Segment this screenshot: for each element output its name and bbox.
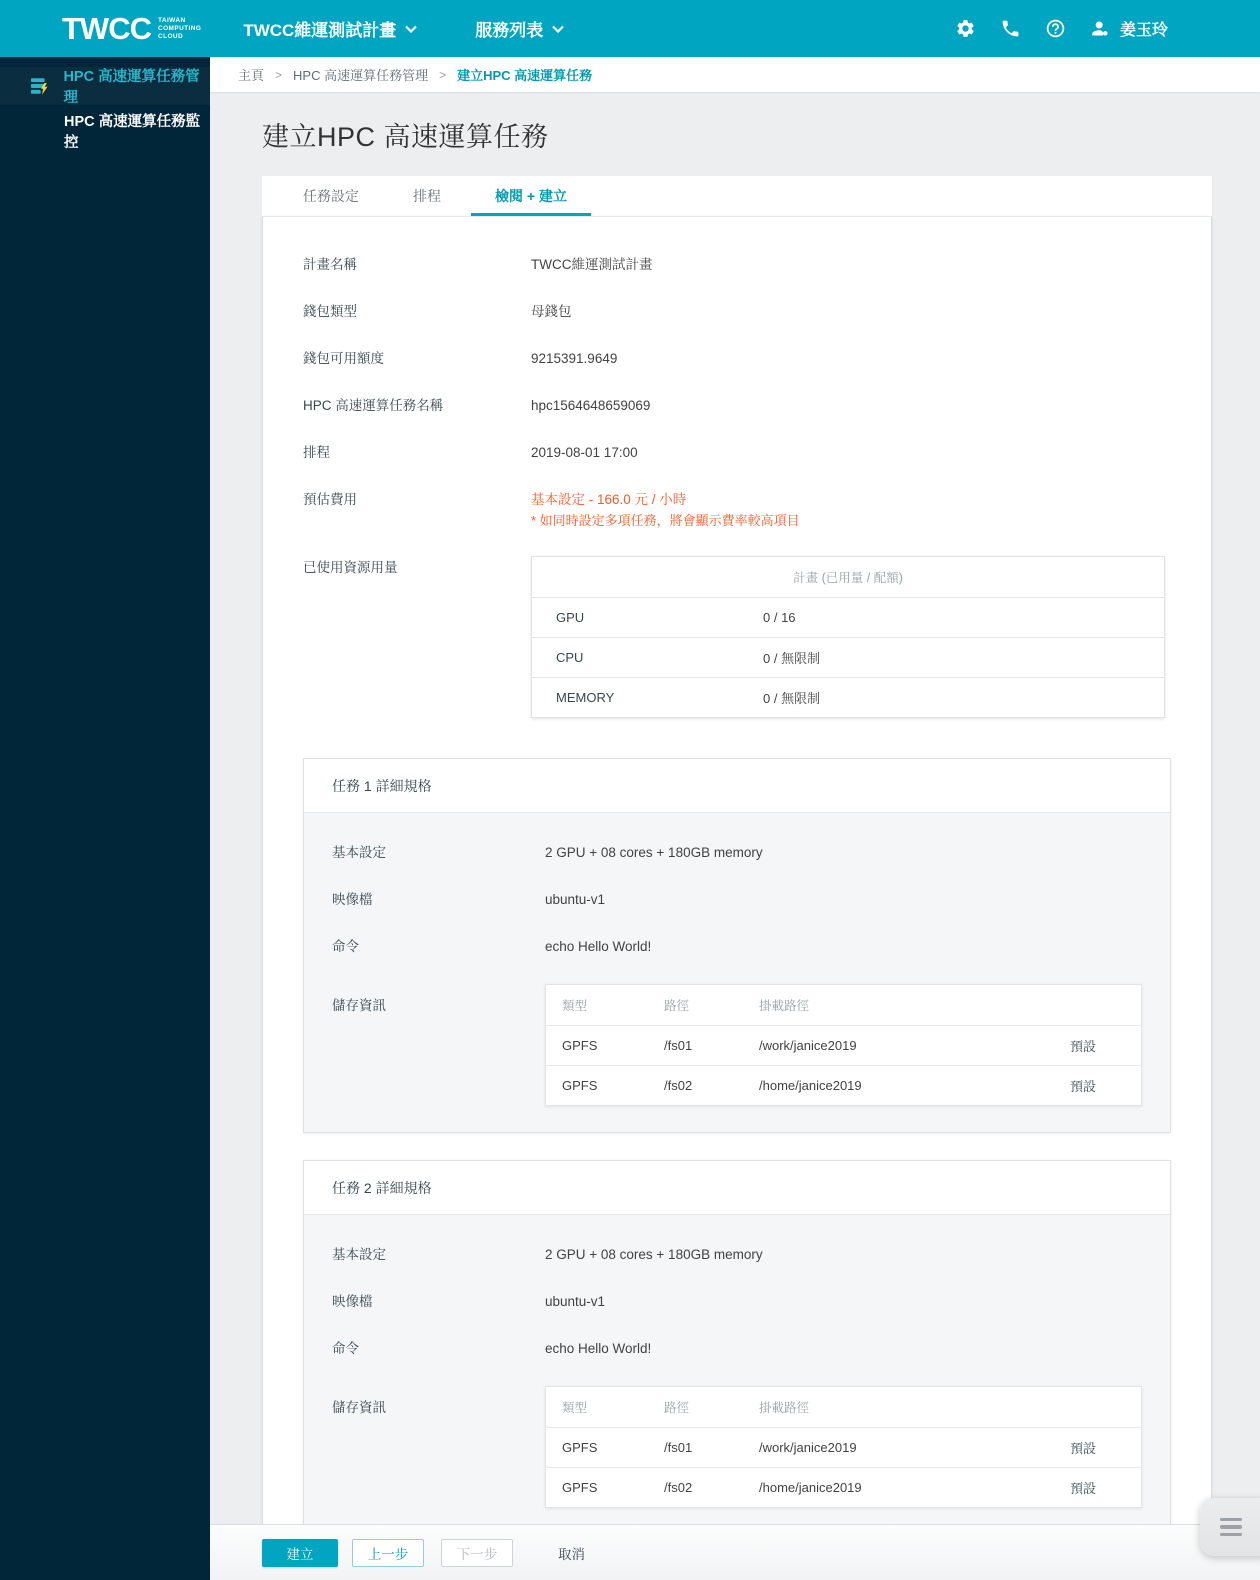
usage-resource-value: 0 / 16: [763, 610, 796, 625]
breadcrumb-separator: >: [439, 67, 447, 82]
chevron-down-icon: [552, 25, 564, 33]
review-field-project-name: [303, 255, 1171, 274]
column-header-mount: 掛載路徑: [759, 1401, 810, 1415]
hpc-server-bolt-icon: [30, 76, 49, 96]
field-value: ubuntu-v1: [545, 1294, 606, 1309]
usage-resource-name: GPU: [556, 610, 585, 625]
column-header-type: 類型: [562, 999, 588, 1013]
storage-path: /fs02: [664, 1078, 693, 1093]
task-field-image: [332, 1292, 1142, 1311]
storage-mount-path: /home/janice2019: [759, 1078, 862, 1093]
field-label: 排程: [303, 445, 330, 460]
storage-table-header: [546, 1387, 1141, 1427]
tab-review-create[interactable]: [468, 176, 594, 216]
table-row: [546, 1025, 1141, 1065]
storage-path: /fs02: [664, 1480, 693, 1495]
estimated-cost-note: * 如同時設定多項任務，將會顯示費率較高項目: [531, 513, 800, 528]
floating-menu-button[interactable]: [1200, 1498, 1260, 1556]
resource-usage-section: [303, 556, 1171, 718]
sidebar: [0, 57, 210, 1580]
storage-type: GPFS: [562, 1038, 598, 1053]
estimated-cost-value: 基本設定 - 166.0 元 / 小時: [531, 492, 687, 507]
field-label: 基本設定: [332, 1247, 386, 1262]
field-value: echo Hello World!: [545, 939, 652, 954]
task-card-body: [304, 1215, 1170, 1524]
field-label: 預估費用: [303, 492, 357, 507]
storage-default-tag: 預設: [1069, 1079, 1096, 1094]
field-label: 儲存資訊: [332, 1400, 386, 1415]
usage-resource-name: CPU: [556, 650, 584, 665]
wizard-tabs: [262, 176, 1212, 216]
field-label: 命令: [332, 939, 359, 954]
gear-icon[interactable]: [955, 18, 976, 39]
help-icon[interactable]: [1045, 18, 1066, 39]
storage-mount-path: /work/janice2019: [759, 1440, 857, 1455]
previous-step-button[interactable]: 上一步: [352, 1539, 424, 1567]
storage-type: GPFS: [562, 1440, 598, 1455]
storage-type: GPFS: [562, 1078, 598, 1093]
review-field-estimated-cost: [303, 490, 1171, 530]
table-row: [532, 677, 1164, 717]
tab-label: 任務設定: [303, 188, 359, 204]
user-menu[interactable]: [1090, 17, 1168, 40]
storage-default-tag: 預設: [1069, 1039, 1096, 1054]
hamburger-icon: [1220, 1533, 1242, 1537]
tab-task-settings[interactable]: [276, 176, 386, 216]
sidebar-item-hpc-monitoring[interactable]: [0, 112, 210, 150]
field-value: 母錢包: [531, 304, 572, 319]
user-icon: [1090, 18, 1111, 39]
services-menu-label: 服務列表: [475, 21, 544, 40]
breadcrumb-separator: >: [275, 67, 283, 82]
field-value: echo Hello World!: [545, 1341, 652, 1356]
task-card-title: 任務 2 詳細規格: [304, 1161, 1170, 1215]
action-footer: [210, 1524, 1260, 1580]
field-label: 已使用資源用量: [303, 560, 398, 575]
review-panel: [262, 216, 1212, 1524]
task-card-body: [304, 813, 1170, 1132]
field-label: 映像檔: [332, 892, 373, 907]
table-row: [546, 1427, 1141, 1467]
usage-resource-value: 0 / 無限制: [763, 651, 821, 666]
project-selector-label: TWCC維運測試計畫: [243, 21, 397, 40]
review-field-task-name: [303, 396, 1171, 415]
field-value: 2 GPU + 08 cores + 180GB memory: [545, 845, 763, 860]
main-content: [210, 92, 1260, 1524]
breadcrumb: [210, 57, 1260, 92]
task-card-title: 任務 1 詳細規格: [304, 759, 1170, 813]
resource-usage-table: [531, 556, 1165, 718]
storage-mount-path: /work/janice2019: [759, 1038, 857, 1053]
table-row: [532, 637, 1164, 677]
field-value: ubuntu-v1: [545, 892, 606, 907]
field-label: 錢包類型: [303, 304, 357, 319]
tagline-line: COMPUTING: [157, 24, 202, 32]
project-selector[interactable]: [243, 16, 417, 41]
top-header: [0, 0, 1260, 57]
review-field-wallet-balance: [303, 349, 1171, 368]
cancel-button[interactable]: 取消: [558, 1539, 585, 1567]
storage-info-section: [332, 984, 1142, 1106]
chevron-down-icon: [405, 25, 417, 33]
storage-mount-path: /home/janice2019: [759, 1480, 862, 1495]
breadcrumb-current: 建立HPC 高速運算任務: [457, 68, 593, 83]
task-field-command: [332, 937, 1142, 956]
page-title: 建立HPC 高速運算任務: [262, 122, 549, 152]
field-label: 錢包可用額度: [303, 351, 384, 366]
table-row: [532, 597, 1164, 637]
sidebar-item-label: HPC 高速運算任務管理: [63, 69, 200, 106]
field-value: hpc1564648659069: [531, 398, 651, 413]
review-field-wallet-type: [303, 302, 1171, 321]
tab-label: 檢閱 + 建立: [495, 188, 567, 204]
hamburger-icon: [1220, 1525, 1242, 1529]
usage-resource-value: 0 / 無限制: [763, 691, 821, 706]
twcc-logo-text: TWCC: [62, 11, 151, 46]
storage-path: /fs01: [664, 1440, 693, 1455]
field-label: 映像檔: [332, 1294, 373, 1309]
user-name: 姜玉玲: [1119, 22, 1168, 39]
field-label: 儲存資訊: [332, 998, 386, 1013]
field-value: 9215391.9649: [531, 351, 618, 366]
task-1-card: [303, 758, 1171, 1133]
storage-table: [545, 1386, 1142, 1508]
hamburger-icon: [1220, 1518, 1242, 1522]
storage-default-tag: 預設: [1069, 1481, 1096, 1496]
field-value: TWCC維運測試計畫: [531, 257, 653, 272]
breadcrumb-home[interactable]: 主頁: [238, 68, 265, 83]
services-menu[interactable]: [475, 16, 564, 41]
column-header-path: 路徑: [664, 1401, 690, 1415]
field-label: HPC 高速運算任務名稱: [303, 398, 444, 413]
field-label: 基本設定: [332, 845, 386, 860]
storage-info-section: [332, 1386, 1142, 1508]
task-field-basic-settings: [332, 1245, 1142, 1264]
column-header-mount: 掛載路徑: [759, 999, 810, 1013]
tagline-line: CLOUD: [157, 32, 184, 40]
task-2-card: [303, 1160, 1171, 1524]
column-header-path: 路徑: [664, 999, 690, 1013]
phone-icon[interactable]: [1000, 18, 1021, 39]
storage-path: /fs01: [664, 1038, 693, 1053]
field-value: 2 GPU + 08 cores + 180GB memory: [545, 1247, 763, 1262]
task-field-image: [332, 890, 1142, 909]
twcc-logo[interactable]: [62, 13, 201, 44]
tab-schedule[interactable]: [386, 176, 468, 216]
breadcrumb-section[interactable]: HPC 高速運算任務管理: [293, 68, 429, 83]
sidebar-item-hpc-management[interactable]: [0, 67, 210, 105]
field-label: 命令: [332, 1341, 359, 1356]
next-step-button[interactable]: 下一步: [441, 1539, 513, 1567]
sidebar-item-label: HPC 高速運算任務監控: [64, 114, 201, 151]
table-row: [546, 1065, 1141, 1105]
storage-table: [545, 984, 1142, 1106]
storage-default-tag: 預設: [1069, 1441, 1096, 1456]
tab-label: 排程: [413, 188, 441, 204]
field-label: 計畫名稱: [303, 257, 357, 272]
usage-table-header: 計畫 (已用量 / 配額): [793, 571, 903, 585]
create-button[interactable]: 建立: [262, 1539, 338, 1567]
field-value: 2019-08-01 17:00: [531, 445, 638, 460]
table-row: [546, 1467, 1141, 1507]
tagline-line: TAIWAN: [157, 16, 186, 24]
column-header-type: 類型: [562, 1401, 588, 1415]
storage-type: GPFS: [562, 1480, 598, 1495]
usage-resource-name: MEMORY: [556, 690, 615, 705]
storage-table-header: [546, 985, 1141, 1025]
task-field-basic-settings: [332, 843, 1142, 862]
twcc-logo-tagline: [158, 17, 201, 41]
review-field-schedule: [303, 443, 1171, 462]
task-field-command: [332, 1339, 1142, 1358]
